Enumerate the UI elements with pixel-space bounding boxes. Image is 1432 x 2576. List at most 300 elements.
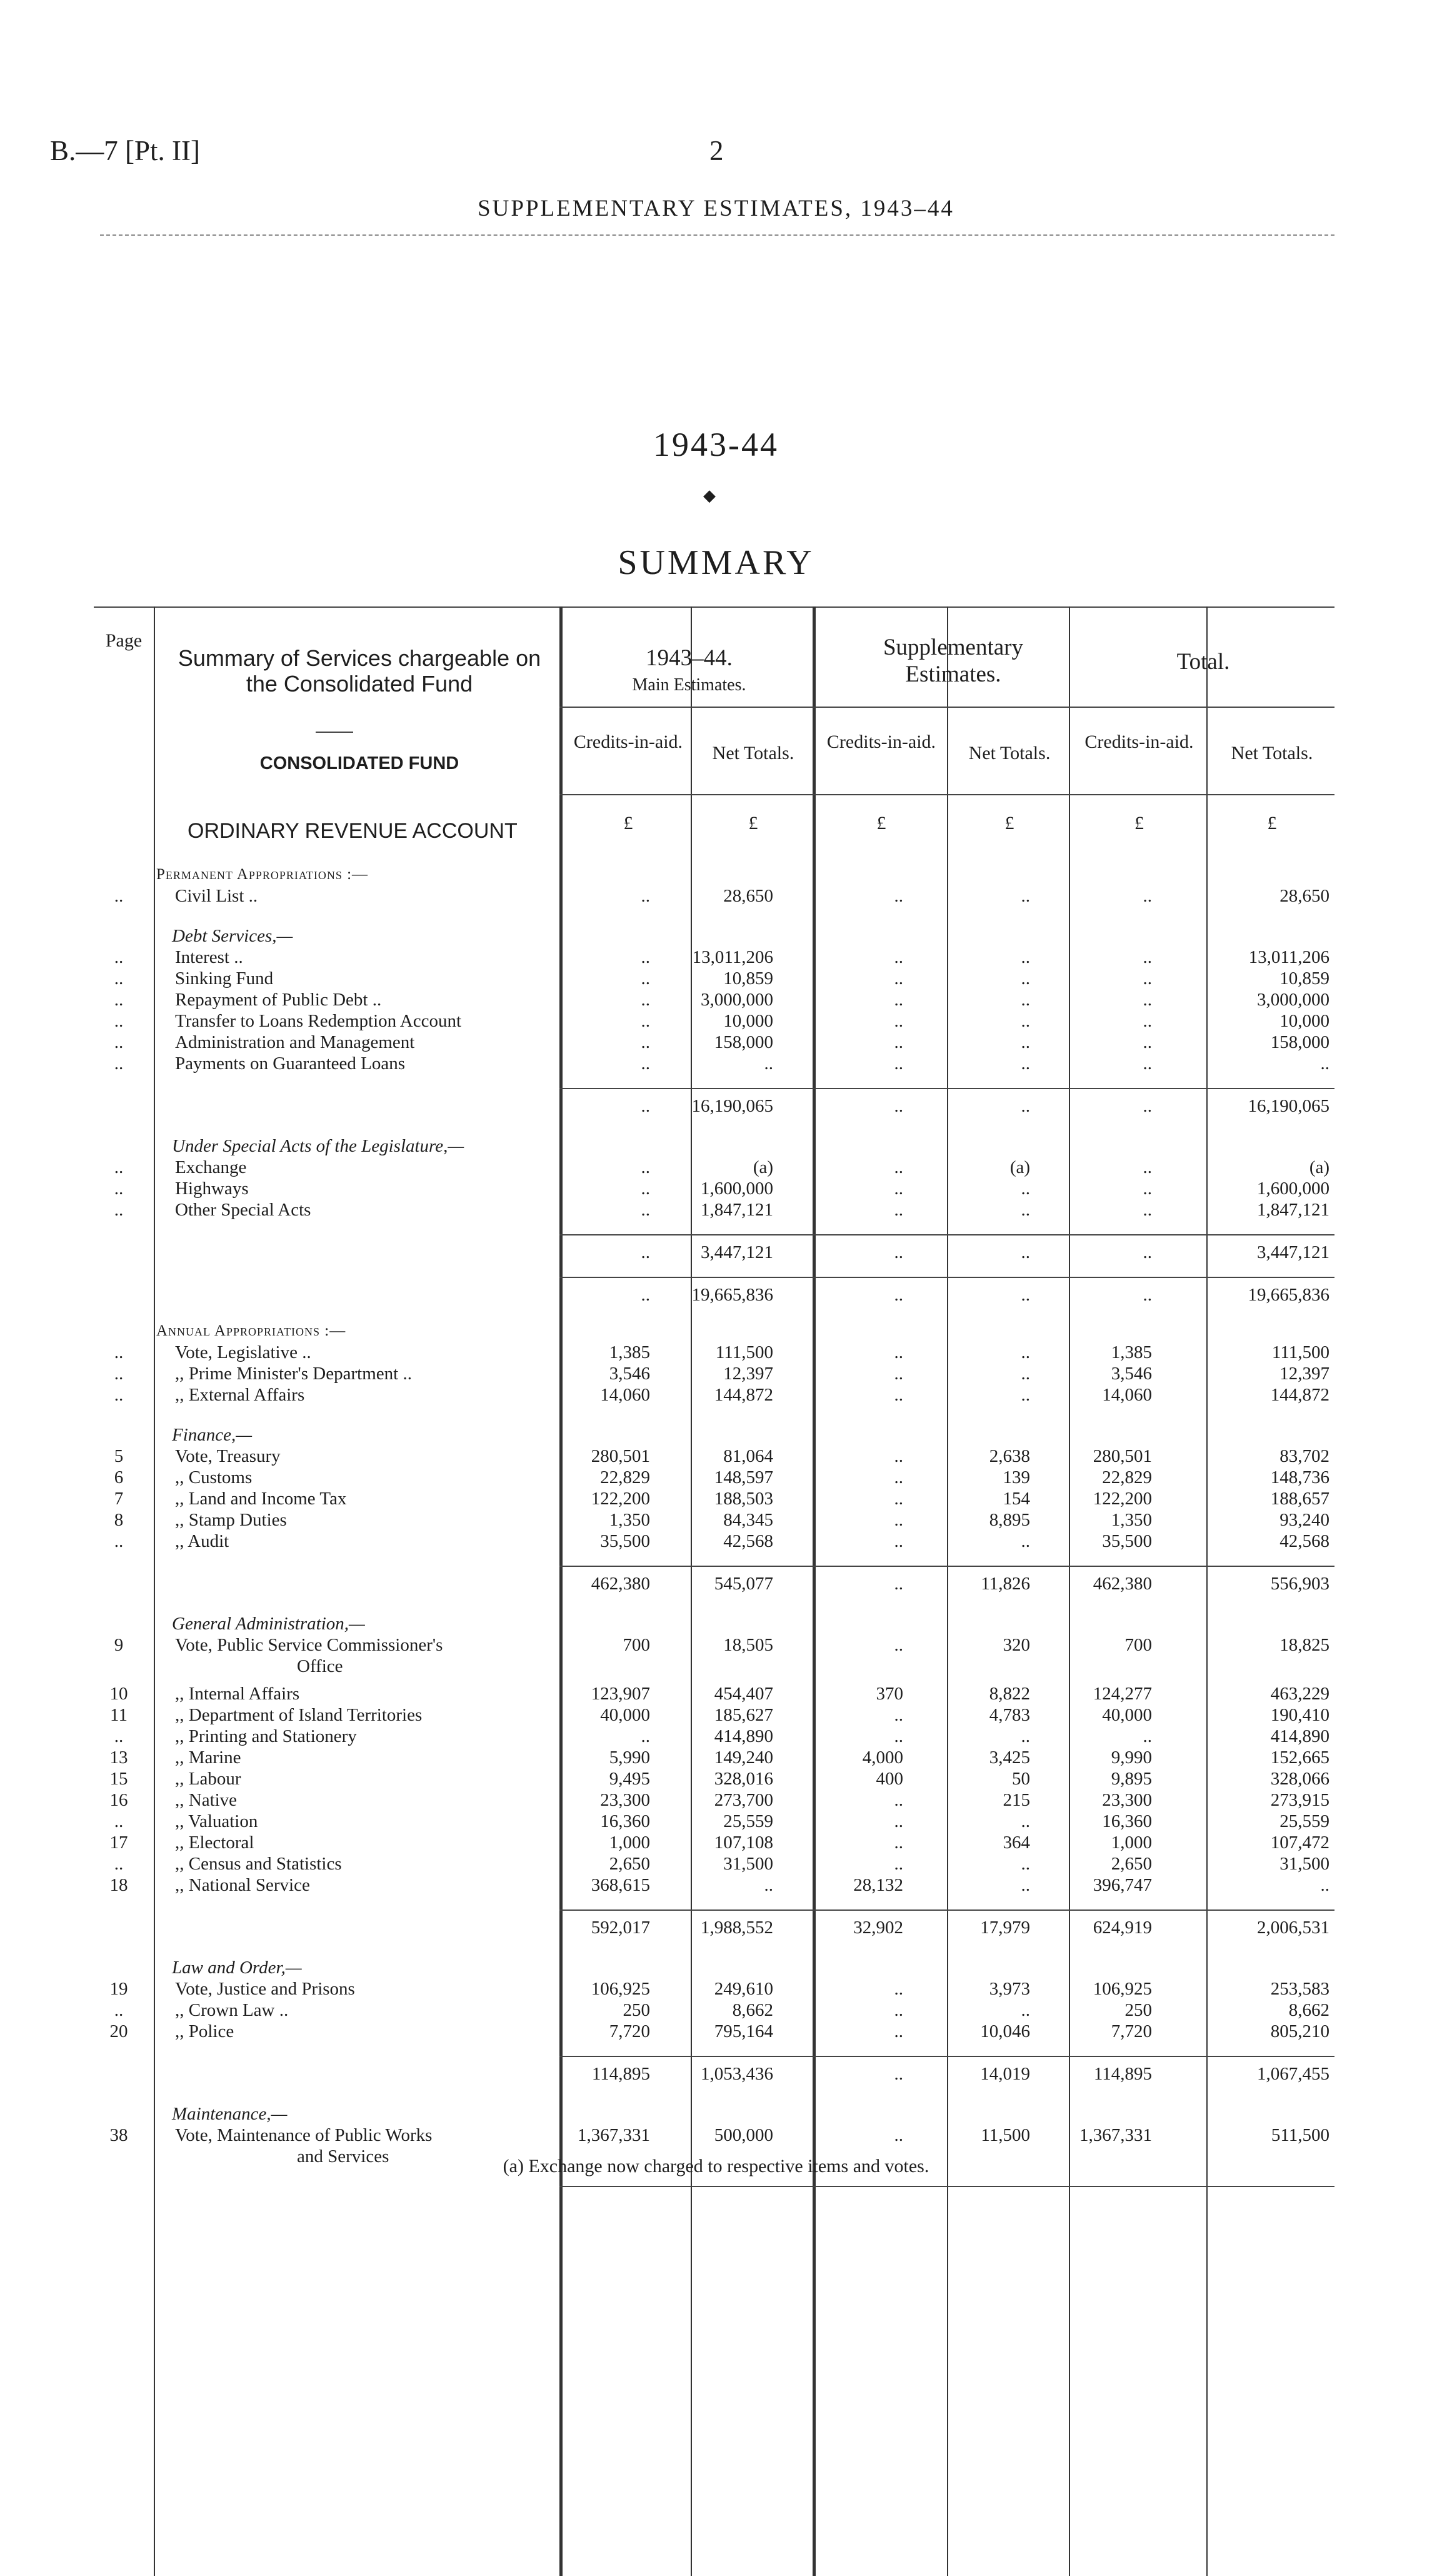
amount-cell: ..	[1021, 1054, 1030, 1074]
amount-cell: ..	[894, 947, 903, 967]
amount-cell: 3,447,121	[701, 1242, 773, 1262]
amount-cell: ..	[894, 1179, 903, 1199]
table-row	[94, 1010, 1334, 1032]
amount-cell: 42,568	[1279, 1531, 1329, 1551]
amount-cell: ..	[1021, 1200, 1030, 1220]
amount-cell: (a)	[1009, 1157, 1030, 1177]
amount-cell: ..	[641, 1242, 650, 1262]
subheading-label: Finance,—	[172, 1425, 253, 1445]
page-reference: ..	[114, 1157, 124, 1177]
amount-cell: ..	[894, 1011, 903, 1031]
amount-cell: 2,006,531	[1257, 1918, 1329, 1938]
amount-cell: ..	[1143, 1285, 1152, 1305]
amount-cell: ..	[1021, 1385, 1030, 1405]
amount-cell: 22,829	[600, 1467, 650, 1487]
page-reference: ..	[114, 2000, 124, 2020]
amount-cell: ..	[1143, 990, 1152, 1010]
amount-cell: 1,350	[1111, 1510, 1152, 1530]
page-reference: ..	[114, 1811, 124, 1831]
amount-cell: ..	[894, 1854, 903, 1874]
credits-heading: Credits-in-aid.	[1084, 732, 1194, 752]
amount-cell: 320	[1003, 1635, 1030, 1655]
amount-cell: ..	[894, 1635, 903, 1655]
amount-cell: 10,859	[723, 969, 773, 989]
amount-cell: 2,638	[989, 1446, 1030, 1466]
page-reference: ..	[114, 1200, 124, 1220]
amount-cell: ..	[1021, 1875, 1030, 1895]
table-row	[94, 1157, 1334, 1178]
page-reference: ..	[114, 886, 124, 906]
subheading-label: General Administration,—	[172, 1614, 365, 1634]
header-rule	[559, 794, 1334, 795]
amount-cell: ..	[894, 1467, 903, 1487]
table-row	[94, 989, 1334, 1010]
amount-cell: 144,872	[1270, 1385, 1329, 1405]
amount-cell: ..	[894, 2064, 903, 2084]
row-label: Payments on Guaranteed Loans	[175, 1054, 406, 1074]
amount-cell: 16,360	[600, 1811, 650, 1831]
page-reference: ..	[114, 1854, 124, 1874]
amount-cell: ..	[1143, 1200, 1152, 1220]
page-reference: 17	[109, 1833, 128, 1853]
amount-cell: 19,665,836	[691, 1285, 773, 1305]
table-row	[94, 1832, 1334, 1853]
amount-cell: ..	[641, 1157, 650, 1177]
amount-cell: 83,702	[1279, 1446, 1329, 1466]
amount-cell: 107,472	[1270, 1833, 1329, 1853]
subheading	[94, 1424, 1334, 1446]
amount-cell: 10,046	[980, 2021, 1030, 2041]
document-reference: B.—7 [Pt. II]	[50, 135, 200, 166]
row-label: Exchange	[175, 1157, 247, 1177]
amount-cell: ..	[641, 1285, 650, 1305]
amount-cell: ..	[1143, 886, 1152, 906]
amount-cell: 1,385	[609, 1342, 650, 1362]
amount-cell: 50	[1012, 1769, 1030, 1789]
amount-cell: 17,979	[980, 1918, 1030, 1938]
amount-cell: 144,872	[714, 1385, 773, 1405]
amount-cell: ..	[894, 2000, 903, 2020]
amount-cell: 280,501	[1093, 1446, 1152, 1466]
amount-cell: 28,650	[723, 886, 773, 906]
page-reference: ..	[114, 947, 124, 967]
amount-cell: 3,000,000	[1257, 990, 1329, 1010]
amount-cell: 462,380	[1093, 1574, 1152, 1594]
row-label: Repayment of Public Debt ..	[175, 990, 382, 1010]
subheading-label: Law and Order,—	[172, 1958, 302, 1978]
row-label: ,, Police	[175, 2021, 234, 2041]
amount-cell: ..	[894, 1364, 903, 1384]
subheading	[94, 925, 1334, 947]
amount-cell: 16,360	[1102, 1811, 1152, 1831]
amount-cell: ..	[641, 990, 650, 1010]
amount-cell: 1,847,121	[1257, 1200, 1329, 1220]
running-title: SUPPLEMENTARY ESTIMATES, 1943–44	[478, 196, 954, 221]
amount-cell: 1,600,000	[701, 1179, 773, 1199]
row-label: Highways	[175, 1179, 249, 1199]
row-label-continued: and Services	[297, 2146, 389, 2166]
amount-cell: 250	[1124, 2000, 1152, 2020]
table-row	[94, 1747, 1334, 1768]
amount-cell: ..	[1021, 1285, 1030, 1305]
amount-cell: ..	[641, 947, 650, 967]
row-label: Transfer to Loans Redemption Account	[175, 1011, 462, 1031]
summary-table	[94, 606, 1334, 2576]
amount-cell: ..	[641, 1179, 650, 1199]
table-row	[94, 947, 1334, 968]
amount-cell: ..	[641, 1032, 650, 1052]
table-row	[94, 1789, 1334, 1811]
net-totals-heading: Net Totals.	[712, 743, 794, 763]
amount-cell: 1,600,000	[1257, 1179, 1329, 1199]
table-top-rule	[94, 606, 1334, 608]
row-label: ,, Internal Affairs	[175, 1684, 300, 1704]
row-label: ,, Marine	[175, 1748, 241, 1768]
amount-cell: 13,011,206	[692, 947, 773, 967]
row-label: ,, Printing and Stationery	[175, 1726, 357, 1746]
row-label: Sinking Fund	[175, 969, 274, 989]
row-label: Other Special Acts	[175, 1200, 311, 1220]
amount-cell: 328,066	[1270, 1769, 1329, 1789]
amount-cell: ..	[1021, 947, 1030, 967]
row-label: ,, Valuation	[175, 1811, 258, 1831]
amount-cell: ..	[894, 1574, 903, 1594]
amount-cell: 1,053,436	[701, 2064, 773, 2084]
amount-cell: ..	[894, 1726, 903, 1746]
table-row	[94, 1704, 1334, 1726]
account-heading: ORDINARY REVENUE ACCOUNT	[188, 819, 518, 843]
row-label: ,, Crown Law ..	[175, 2000, 289, 2020]
amount-cell: 40,000	[600, 1705, 650, 1725]
amount-cell: ..	[894, 1510, 903, 1530]
amount-cell: ..	[894, 1200, 903, 1220]
amount-cell: ..	[1021, 1179, 1030, 1199]
amount-cell: 149,240	[714, 1748, 773, 1768]
table-row	[94, 1199, 1334, 1220]
table-row	[94, 1978, 1334, 2000]
amount-cell: ..	[641, 1726, 650, 1746]
amount-cell: 10,000	[1279, 1011, 1329, 1031]
total-heading: Total.	[1176, 649, 1230, 675]
row-label: Vote, Maintenance of Public Works	[175, 2125, 433, 2145]
amount-cell: 35,500	[1102, 1531, 1152, 1551]
amount-cell: 158,000	[1270, 1032, 1329, 1052]
amount-cell: 148,597	[714, 1467, 773, 1487]
amount-cell: 148,736	[1270, 1467, 1329, 1487]
amount-cell: 805,210	[1270, 2021, 1329, 2041]
amount-cell: ..	[1021, 1032, 1030, 1052]
page-reference: 13	[109, 1748, 128, 1768]
subtotal-row	[94, 1242, 1334, 1263]
amount-cell: ..	[894, 1032, 903, 1052]
table-row	[94, 1342, 1334, 1363]
amount-cell: 81,064	[723, 1446, 773, 1466]
amount-cell: ..	[1021, 1854, 1030, 1874]
amount-cell: 42,568	[723, 1531, 773, 1551]
amount-cell: 93,240	[1279, 1510, 1329, 1530]
amount-cell: 3,973	[989, 1979, 1030, 1999]
amount-cell: 8,662	[732, 2000, 773, 2020]
heading-short-rule	[316, 732, 353, 733]
amount-cell: 1,847,121	[701, 1200, 773, 1220]
amount-cell: 556,903	[1270, 1574, 1329, 1594]
amount-cell: 500,000	[714, 2125, 773, 2145]
amount-cell: ..	[894, 1054, 903, 1074]
amount-cell: ..	[894, 1705, 903, 1725]
amount-cell: 122,200	[591, 1489, 650, 1509]
amount-cell: ..	[894, 1096, 903, 1116]
table-row	[94, 1363, 1334, 1384]
subheading	[94, 1957, 1334, 1978]
amount-cell: 795,164	[714, 2021, 773, 2041]
amount-cell: 111,500	[715, 1342, 773, 1362]
row-label: ,, Department of Island Territories	[175, 1705, 423, 1725]
amount-cell: 249,610	[714, 1979, 773, 1999]
page-reference: 20	[109, 2021, 128, 2041]
amount-cell: ..	[1021, 2000, 1030, 2020]
row-label: ,, Customs	[175, 1467, 253, 1487]
year-title: 1943-44	[653, 426, 779, 463]
amount-cell: 16,190,065	[691, 1096, 773, 1116]
amount-cell: 28,650	[1279, 886, 1329, 906]
amount-cell: ..	[1021, 1242, 1030, 1262]
table-row	[94, 1874, 1334, 1896]
page-reference: 18	[109, 1875, 128, 1895]
amount-cell: 7,720	[1111, 2021, 1152, 2041]
description-heading: Summary of Services chargeable on the Consolidated Fund	[178, 645, 541, 697]
amount-cell: 8,822	[989, 1684, 1030, 1704]
table-row	[94, 1811, 1334, 1832]
amount-cell: 122,200	[1093, 1489, 1152, 1509]
amount-cell: 190,410	[1270, 1705, 1329, 1725]
section-heading	[94, 1321, 1334, 1342]
amount-cell: ..	[1320, 1875, 1329, 1895]
table-row	[94, 2021, 1334, 2042]
amount-cell: ..	[641, 1054, 650, 1074]
amount-cell: 154	[1003, 1489, 1030, 1509]
amount-cell: 8,662	[1288, 2000, 1329, 2020]
subtotal-rule	[559, 1277, 1334, 1278]
amount-cell: ..	[894, 1385, 903, 1405]
amount-cell: 250	[623, 2000, 650, 2020]
amount-cell: ..	[641, 886, 650, 906]
amount-cell: 592,017	[591, 1918, 650, 1938]
amount-cell: 152,665	[1270, 1748, 1329, 1768]
amount-cell: ..	[1021, 1342, 1030, 1362]
amount-cell: 273,915	[1270, 1790, 1329, 1810]
amount-cell: ..	[894, 990, 903, 1010]
row-label: ,, Prime Minister's Department ..	[175, 1364, 412, 1384]
table-row	[94, 1726, 1334, 1747]
amount-cell: 700	[1124, 1635, 1152, 1655]
amount-cell: ..	[894, 969, 903, 989]
amount-cell: 545,077	[714, 1574, 773, 1594]
amount-cell: 1,367,331	[578, 2125, 650, 2145]
page-reference: 8	[114, 1510, 124, 1530]
amount-cell: 3,425	[989, 1748, 1030, 1768]
amount-cell: 28,132	[853, 1875, 903, 1895]
amount-cell: ..	[764, 1875, 773, 1895]
subtotal-row	[94, 1917, 1334, 1938]
summary-title: SUMMARY	[618, 543, 814, 582]
amount-cell: 7,720	[609, 2021, 650, 2041]
page-reference: 9	[114, 1635, 124, 1655]
amount-cell: ..	[1143, 1032, 1152, 1052]
amount-cell: 123,907	[591, 1684, 650, 1704]
amount-cell: 9,495	[609, 1769, 650, 1789]
amount-cell: 16,190,065	[1248, 1096, 1329, 1116]
amount-cell: ..	[641, 1200, 650, 1220]
row-label: Vote, Justice and Prisons	[175, 1979, 355, 1999]
amount-cell: 400	[876, 1769, 903, 1789]
currency-label: £	[1134, 813, 1144, 833]
subtotal-rule	[559, 1234, 1334, 1235]
net-totals-heading: Net Totals.	[968, 743, 1051, 763]
subtotal-row	[94, 1573, 1334, 1594]
page-reference: 11	[110, 1705, 128, 1725]
currency-label: £	[1267, 813, 1277, 833]
table-row	[94, 1768, 1334, 1789]
amount-cell: 40,000	[1102, 1705, 1152, 1725]
amount-cell: 4,000	[862, 1748, 903, 1768]
subheading	[94, 1613, 1334, 1634]
table-row	[94, 1531, 1334, 1552]
amount-cell: 368,615	[591, 1875, 650, 1895]
credits-heading: Credits-in-aid.	[573, 732, 683, 752]
amount-cell: 107,108	[714, 1833, 773, 1853]
amount-cell: ..	[894, 1531, 903, 1551]
currency-label: £	[1004, 813, 1014, 833]
amount-cell: ..	[894, 1285, 903, 1305]
amount-cell: ..	[894, 1811, 903, 1831]
page-reference: 6	[114, 1467, 124, 1487]
amount-cell: 32,902	[853, 1918, 903, 1938]
row-label: ,, National Service	[175, 1875, 310, 1895]
amount-cell: ..	[894, 1342, 903, 1362]
page-reference: ..	[114, 1032, 124, 1052]
amount-cell: 35,500	[600, 1531, 650, 1551]
amount-cell: 14,060	[600, 1385, 650, 1405]
subtotal-rule	[559, 2056, 1334, 2057]
table-row	[94, 1853, 1334, 1874]
amount-cell: ..	[1021, 1011, 1030, 1031]
currency-label: £	[623, 813, 633, 833]
amount-cell: 1,988,552	[701, 1918, 773, 1938]
row-label: Interest ..	[175, 947, 243, 967]
amount-cell: 13,011,206	[1248, 947, 1329, 967]
amount-cell: ..	[1021, 886, 1030, 906]
amount-cell: 12,397	[1279, 1364, 1329, 1384]
amount-cell: 328,016	[714, 1769, 773, 1789]
amount-cell: 3,546	[609, 1364, 650, 1384]
page-reference: 19	[109, 1979, 128, 1999]
amount-cell: ..	[894, 1489, 903, 1509]
page-reference: ..	[114, 1385, 124, 1405]
page-number: 2	[709, 135, 724, 166]
table-row	[94, 1032, 1334, 1053]
section-heading	[94, 864, 1334, 885]
amount-cell: 31,500	[723, 1854, 773, 1874]
table-row	[94, 1634, 1334, 1676]
amount-cell: ..	[894, 2125, 903, 2145]
subtotal-row	[94, 1284, 1334, 1306]
table-row	[94, 968, 1334, 989]
amount-cell: ..	[894, 2021, 903, 2041]
credits-heading: Credits-in-aid.	[826, 732, 936, 752]
amount-cell: ..	[1143, 1726, 1152, 1746]
subheading	[94, 1135, 1334, 1157]
currency-label: £	[876, 813, 886, 833]
amount-cell: 273,700	[714, 1790, 773, 1810]
amount-cell: 14,019	[980, 2064, 1030, 2084]
page-reference: ..	[114, 1179, 124, 1199]
amount-cell: 3,447,121	[1257, 1242, 1329, 1262]
amount-cell: ..	[894, 1833, 903, 1853]
amount-cell: 1,000	[609, 1833, 650, 1853]
amount-cell: ..	[641, 969, 650, 989]
page-column-heading: Page	[105, 630, 143, 651]
amount-cell: 114,895	[591, 2064, 650, 2084]
amount-cell: 188,503	[714, 1489, 773, 1509]
amount-cell: 414,890	[1270, 1726, 1329, 1746]
table-row	[94, 2000, 1334, 2021]
subtotal-row	[94, 2063, 1334, 2085]
table-row	[94, 1053, 1334, 1074]
amount-cell: 3,546	[1111, 1364, 1152, 1384]
amount-cell: 624,919	[1093, 1918, 1152, 1938]
amount-cell: 5,990	[609, 1748, 650, 1768]
row-label: ,, Native	[175, 1790, 238, 1810]
amount-cell: 12,397	[723, 1364, 773, 1384]
amount-cell: ..	[1021, 969, 1030, 989]
amount-cell: ..	[1143, 1011, 1152, 1031]
amount-cell: 31,500	[1279, 1854, 1329, 1874]
subheading-label: Under Special Acts of the Legislature,—	[172, 1136, 464, 1156]
amount-cell: 215	[1003, 1790, 1030, 1810]
amount-cell: ..	[894, 1242, 903, 1262]
amount-cell: 414,890	[714, 1726, 773, 1746]
amount-cell: ..	[1143, 1054, 1152, 1074]
row-label: ,, Census and Statistics	[175, 1854, 342, 1874]
ornament-icon: ◆	[703, 486, 716, 505]
currency-label: £	[748, 813, 758, 833]
amount-cell: 3,000,000	[701, 990, 773, 1010]
row-label: ,, Labour	[175, 1769, 241, 1789]
page-reference: ..	[114, 969, 124, 989]
amount-cell: 370	[876, 1684, 903, 1704]
row-label: Vote, Legislative ..	[175, 1342, 311, 1362]
page-reference: ..	[114, 1011, 124, 1031]
amount-cell: ..	[1143, 947, 1152, 967]
amount-cell: 9,895	[1111, 1769, 1152, 1789]
row-label: Administration and Management	[175, 1032, 415, 1052]
subheading-label: Maintenance,—	[172, 2104, 288, 2124]
row-label: ,, Electoral	[175, 1833, 254, 1853]
amount-cell: 11,500	[981, 2125, 1030, 2145]
amount-cell: 1,350	[609, 1510, 650, 1530]
row-label-continued: Office	[297, 1656, 343, 1676]
page-reference: 5	[114, 1446, 124, 1466]
amount-cell: 22,829	[1102, 1467, 1152, 1487]
amount-cell: 10,000	[723, 1011, 773, 1031]
amount-cell: ..	[641, 1096, 650, 1116]
amount-cell: 114,895	[1093, 2064, 1152, 2084]
amount-cell: 18,505	[723, 1635, 773, 1655]
subtotal-rule	[559, 1566, 1334, 1567]
page-reference: 38	[109, 2125, 128, 2145]
subheading-label: Debt Services,—	[172, 926, 293, 946]
page-reference: ..	[114, 1726, 124, 1746]
